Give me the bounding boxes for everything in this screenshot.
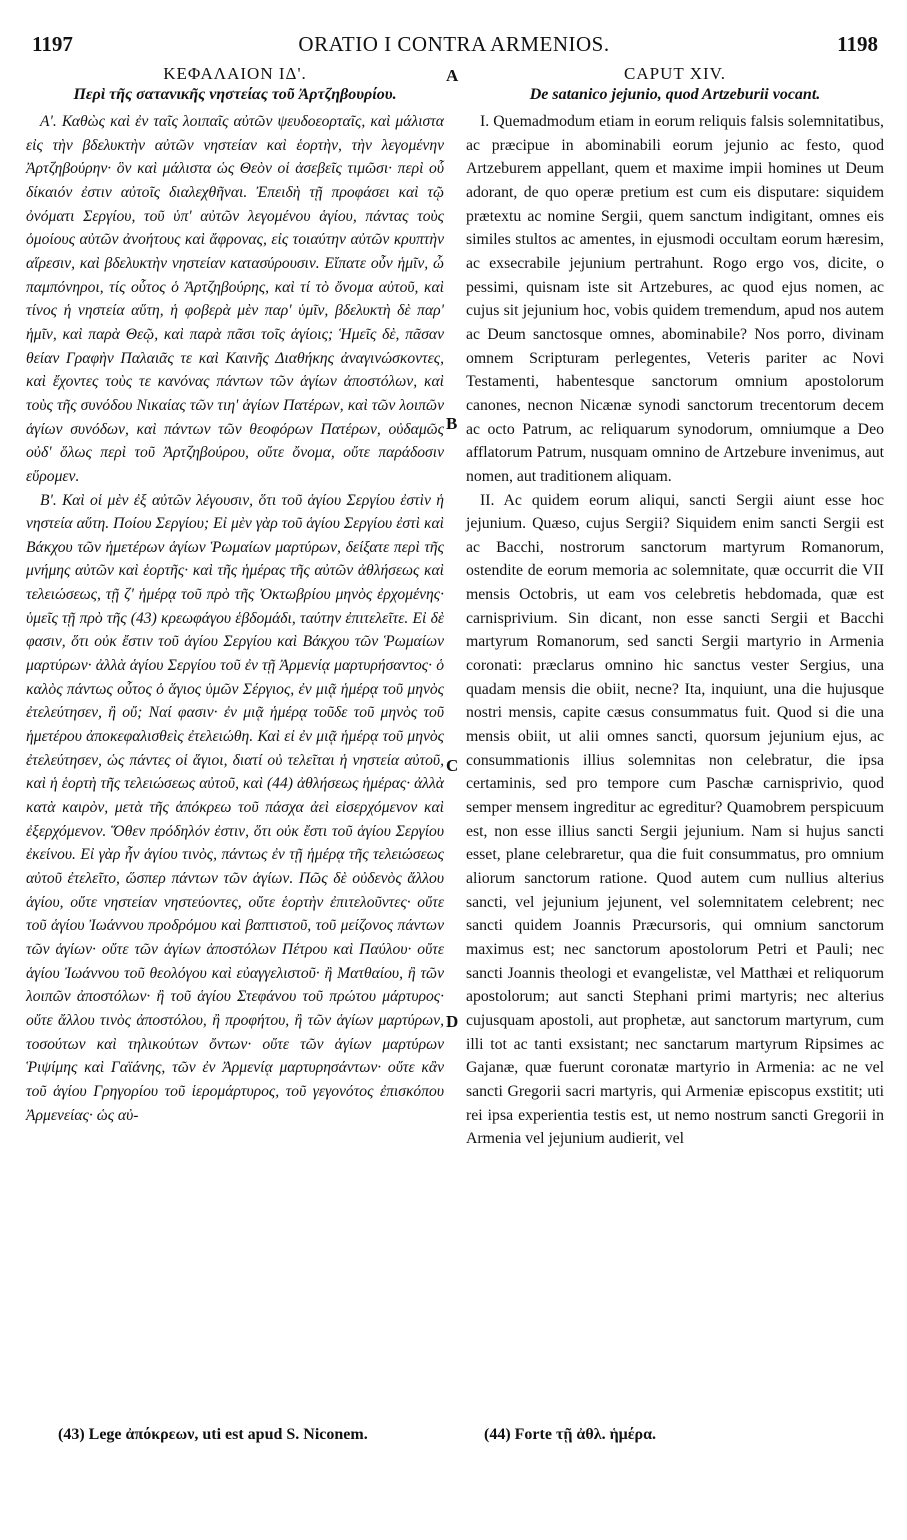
greek-paragraph-1: Α'. Καθὼς καὶ ἐν ταῖς λοιπαῖς αὐτῶν ψευδοεορταῖς, καὶ μάλιστα εἰς τὴν βδελυκτὴν αὐτῶν νηστείαν καὶ ἑορτὴν, τὴν λεγομένην Ἀρτζηβούρην· ὃν καὶ μάλιστα ὡς Θεὸν οἱ ἀσεβεῖς τιμῶσι· περὶ οὗ δίκαιόν ἐστιν αὐτοῖς διαλεχθῆναι. Ἐπειδὴ τῇ προφάσει καὶ τῷ ὀνόματι Σεργίου, τοῦ ὑπ' αὐτῶν λεγομένου ἁγίου, πάντας τοὺς ὁμοίους αὐτῶν ἀνοήτους καὶ ἄφρονας, εἰς τοιαύτην αὐτῶν κρυπτὴν αἵρεσιν, καὶ βδελυκτὴν νηστείαν κατασύρουσιν. Εἴπατε οὖν ἡμῖν, ὦ παμπόνηροι, τίς οὗτος ὁ Ἀρτζηβούρης, καὶ τί τὸ ὄνομα αὐτοῦ, καὶ τίνος ἡ νηστεία αὕτη, ἡ φοβερὰ μὲν παρ' ὑμῖν, βδελυκτὴ δὲ παρ' ἡμῖν, καὶ παρὰ Θεῷ, καὶ παρὰ πᾶσι τοῖς ἁγίοις; Ἡμεῖς δὲ, πᾶσαν θείαν Γραφὴν Παλαιᾶς τε καὶ Καινῆς Διαθήκης ἀναγινώσκοντες, καὶ ἔχοντες τοὺς τε κανόνας πάντων τῶν ἁγίων ἀποστόλων, καὶ τοὺς τῆς συνόδου Νικαίας τῶν τιη' ἁγίων Πατέρων, καὶ τῶν λοιπῶν ἁγίων συνόδων, καὶ πάντων τῶν θεοφόρων Πατέρων, οὐδαμῶς οὐδ' ὅλως περὶ τοῦ Ἀρτζηβούρου, οὔτε ὄνομα, οὔτε παράδοσιν εὕρομεν. bbox=[26, 113, 444, 485]
page-number-left: 1197 bbox=[32, 32, 73, 56]
latin-column bbox=[466, 64, 884, 1151]
latin-paragraph-2: II. Ac quidem eorum aliqui, sancti Sergii aiunt esse hoc jejunium. Quæso, cujus Sergii? Siquidem enim sancti Sergii est ac Bacchi, nostrorum sanctorum martyrum Romanorum, ostendite de eorum memoria ac solemnitate, quæ occurrit die VII mensis Octobris, ut eam vos celebretis hebdomada, quæ est carnisprivium. Sin dicant, non esse sancti Sergii et Bacchi martyrum Romanorum, sed sancti Sergii martyrio in Armenia coronati: præclarus omnino hic sanctus vester Sergius, una quadam mensis die obiit, necne? Ita, inquiunt, una die hujusque nostri mensis, capite cæsus consummatus fuit. Quod si die una mensis obiit, ut alii omnes sancti, quorsum jejunium ejus, ac consummationis illius solemnitas non celebratur, die ipsa certaminis, sed pro tempore cum Paschæ carnisprivio, quod semper mensem ingreditur ac egreditur? Quamobrem perspicuum est, non esse illius sancti Sergii jejunium. Nam si hujus sancti esset, plane celebraretur, qua die fuit consummatus, pro omnium aliorum sanctorum ratione. Quod autem cum nullius alterius sancti, vel jejunium jejunent, vel solemnitatem celebrent; nec sancti quidem Joannis Præcursoris, qui omnium sanctorum maximus est; nec sanctorum apostolorum Petri et Pauli; nec sancti Joannis theologi et evangelistæ, vel Matthæi et reliquorum apostolorum; aut sancti Stephani primi martyris; nec alterius cujusquam apostoli, aut prophetæ, aut sanctorum martyrum, cum illi tot ac tanti exsistant; nec sanctarum martyrum Ripsimes ac Gajanæ, quæ fuerunt coronatæ martyrio in Armenia: ac ne vel sancti Gregorii sacri martyris, qui Armeniæ episcopus exstitit; uti rei ipsa experientia testis est, ut nemo nostrum sancti Gregorii in Armenia vel jejunium audierit, vel bbox=[466, 491, 884, 1148]
greek-column bbox=[26, 64, 444, 1127]
greek-chapter-heading: ΚΕΦΑΛΑΙΟΝ ΙΔ'. bbox=[163, 64, 307, 83]
greek-chapter-subheading: Περὶ τῆς σατανικῆς νηστείας τοῦ Ἀρτζηβουρίου. bbox=[73, 86, 397, 103]
margin-marker-b: B bbox=[446, 414, 458, 433]
margin-marker-d: D bbox=[446, 1012, 459, 1031]
page-header bbox=[28, 30, 880, 58]
latin-paragraph-1: I. Quemadmodum etiam in eorum reliquis falsis solemnitatibus, ac præcipue in abominabili eorum jejunio ac festo, quod Artzeburem appellant, quem et maxime impii homines ut Deum adorant, de quo operæ pretium est cum eis disputare: siquidem prætextu ac nomine Sergii, quem sanctum indigitant, omnes eis similes stultos ac amentes, in ejusmodi occultam eorum hæresim, ac exsecrabile jejunium pertrahunt. Rogo ergo vos, dicite, o pessimi, quisnam iste sit Artzebures, ac quod ejus nomen, ac cujus sit jejunium hoc, vobis quidem tremendum, apud nos autem ac Deum sanctosque omnes, abominabile? Nos porro, divinam omnem Scripturam perlegentes, Veteris pariter ac Novi Testamenti, habentesque sanctorum omnium apostolorum canones, necnon Nicænæ synodi sanctorum trecentorum decem ac octo Patrum, ac reliquarum synodorum, omniumque a Deo afflatorum Patrum, nusquam omnino de Artzebure invenimus, aut nomen, aut traditionem aliquam. bbox=[466, 113, 884, 485]
margin-marker-a: A bbox=[446, 66, 459, 85]
running-title: ORATIO I CONTRA ARMENIOS. bbox=[298, 32, 610, 56]
latin-chapter-subheading: De satanico jejunio, quod Artzeburii vocant. bbox=[529, 86, 821, 103]
footnote-44: (44) Forte τῇ ἀθλ. ἡμέρα. bbox=[484, 1426, 657, 1443]
footnote-43: (43) Lege ἀπόκρεων, uti est apud S. Niconem. bbox=[58, 1426, 368, 1443]
greek-paragraph-2: Β'. Καὶ οἱ μὲν ἐξ αὐτῶν λέγουσιν, ὅτι τοῦ ἁγίου Σεργίου ἐστὶν ἡ νηστεία αὕτη. Ποίου Σεργίου; Εἰ μὲν γὰρ τοῦ ἁγίου Σεργίου ἐστὶ καὶ Βάκχου τῶν ἡμετέρων ἁγίων Ῥωμαίων μαρτύρων, δείξατε περὶ τῆς μνήμης αὐτῶν καὶ ἑορτῆς· καὶ τῆς ἡμέρας τῆς αὐτῶν ἀθλήσεως καὶ τελειώσεως, τῇ ζ' ἡμέρᾳ τοῦ πρὸ τῆς Ὀκτωβρίου μηνὸς ἐρχομένης· ὑμεῖς τῇ πρὸ τῆς (43) κρεωφάγου ἑβδομάδι, ταύτην ἐπιτελεῖτε. Εἰ δὲ φασιν, ὅτι οὐκ ἔστιν τοῦ ἁγίου Σεργίου καὶ Βάκχου τῶν Ῥωμαίων μαρτύρων· ἀλλὰ ἁγίου Σεργίου τοῦ ἐν τῇ Ἀρμενίᾳ μαρτυρήσαντος· ὁ καλὸς πάντως οὗτος ὁ ἅγιος ὑμῶν Σέργιος, ἐν μιᾷ ἡμέρᾳ τοῦ μηνὸς ἐτελεύτησεν, ἢ οὔ; Ναί φασιν· ἐν μιᾷ ἡμέρᾳ τοῦδε τοῦ μηνὸς τοῦ ἡμετέρου ἀποκεφαλισθεὶς ἐτελειώθη. Καὶ εἰ ἐν μιᾷ ἡμέρᾳ τοῦ μηνὸς ἐτελεύτησεν, ὡς πάντες οἱ ἅγιοι, διατί οὐ τελεῖται ἡ νηστεία αὐτοῦ, καὶ ἡ ἑορτὴ τῆς τελειώσεως αὐτοῦ, καὶ (44) ἀθλήσεως ἡμέρας· ἀλλὰ κατὰ καιρὸν, μετὰ τῆς ἀπόκρεω τοῦ πάσχα ἀεὶ εἰσερχόμενον καὶ ἐξερχόμενον. Ὅθεν πρόδηλόν ἐστιν, ὅτι οὐκ ἔστι τοῦ ἁγίου Σεργίου ἐκείνου. Εἰ γὰρ ἦν ἁγίου τινὸς, πάντως ἐν τῇ ἡμέρᾳ τῆς τελειώσεως αὐτοῦ ἐτελεῖτο, ὥσπερ πάντων τῶν ἁγίων. Πῶς δὲ οὐδενὸς ἄλλου ἁγίου, οὔτε νηστείαν νηστεύοντες, οὔτε ἑορτὴν ἐπιτελοῦντες· οὔτε τοῦ ἁγίου Ἰωάννου προδρόμου καὶ βαπτιστοῦ, τοῦ μείζονος πάντων τῶν ἁγίων· οὔτε τῶν ἁγίων ἀποστόλων Πέτρου καὶ Παύλου· οὔτε ἁγίου Ἰωάννου τοῦ θεολόγου καὶ εὐαγγελιστοῦ· ἢ Ματθαίου, ἢ τῶν λοιπῶν ἀποστόλων· ἢ τοῦ ἁγίου Στεφάνου τοῦ πρώτου μάρτυρος· οὔτε ἄλλου τινὸς ἀποστόλου, ἢ προφήτου, ἢ τῶν ἁγίων μαρτύρων, τοσούτων καὶ τηλικούτων ὄντων· οὔτε τῶν ἁγίων μαρτύρων Ῥιψίμης καὶ Γαϊάνης, τῶν ἐν Ἀρμενίᾳ μαρτυρησάντων· οὔτε κἂν τοῦ ἁγίου Γρηγορίου τοῦ ἱερομάρτυρος, τοῦ γεγονότος ἐπισκόπου Ἀρμενείας· ὡς αὐ- bbox=[26, 491, 444, 1124]
latin-chapter-heading: CAPUT XIV. bbox=[624, 64, 726, 83]
page-number-right: 1198 bbox=[837, 32, 878, 56]
margin-marker-c: C bbox=[446, 756, 459, 775]
